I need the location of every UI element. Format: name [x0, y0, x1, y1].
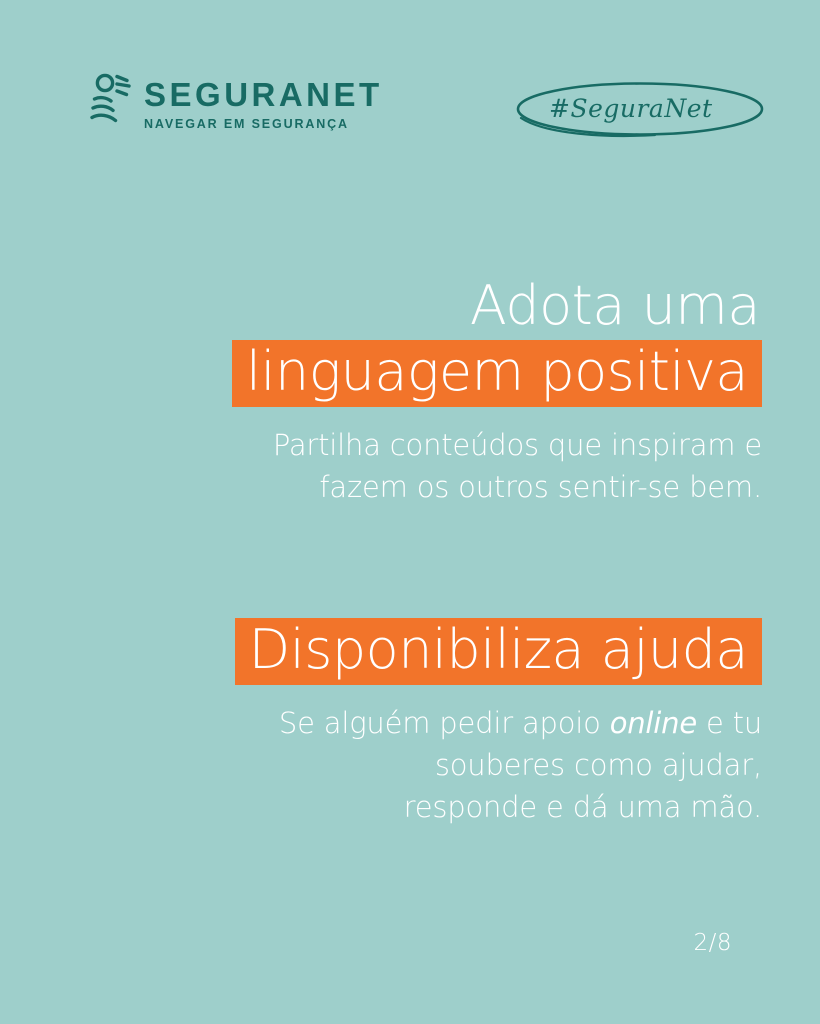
subtitle-2-part-3: e tu: [696, 706, 762, 741]
hashtag-text: #SeguraNet: [549, 94, 713, 123]
subtitle-2-part-1: Se alguém pedir apoio: [278, 706, 610, 741]
subtitle-2-line-3: responde e dá uma mão.: [403, 789, 762, 824]
subtitle-2-line-2: souberes como ajudar,: [434, 747, 762, 782]
message-block-2: [235, 612, 762, 828]
subtitle-2: [235, 703, 762, 828]
seguranet-signal-icon: [88, 72, 134, 124]
message-block-1: [232, 274, 762, 509]
headline-1: [232, 274, 762, 407]
subtitle-1-line-2: fazem os outros sentir-se bem.: [319, 469, 762, 504]
subtitle-2-part-2-italic: online: [609, 706, 697, 741]
brand-logo: [88, 72, 383, 131]
headline-2-highlight: Disponibiliza ajuda: [235, 618, 762, 685]
brand-text: [144, 72, 383, 131]
subtitle-1-line-1: Partilha conteúdos que inspiram e: [272, 428, 762, 463]
headline-1-plain: Adota uma: [469, 274, 760, 337]
headline-2: [235, 612, 762, 685]
subtitle-1: [232, 425, 762, 509]
hashtag-stamp: [505, 78, 775, 140]
page-indicator: 2/8: [693, 930, 732, 956]
brand-name: SEGURANET: [144, 76, 383, 113]
brand-tagline: NAVEGAR EM SEGURANÇA: [144, 117, 349, 131]
headline-1-highlight: linguagem positiva: [232, 340, 762, 407]
